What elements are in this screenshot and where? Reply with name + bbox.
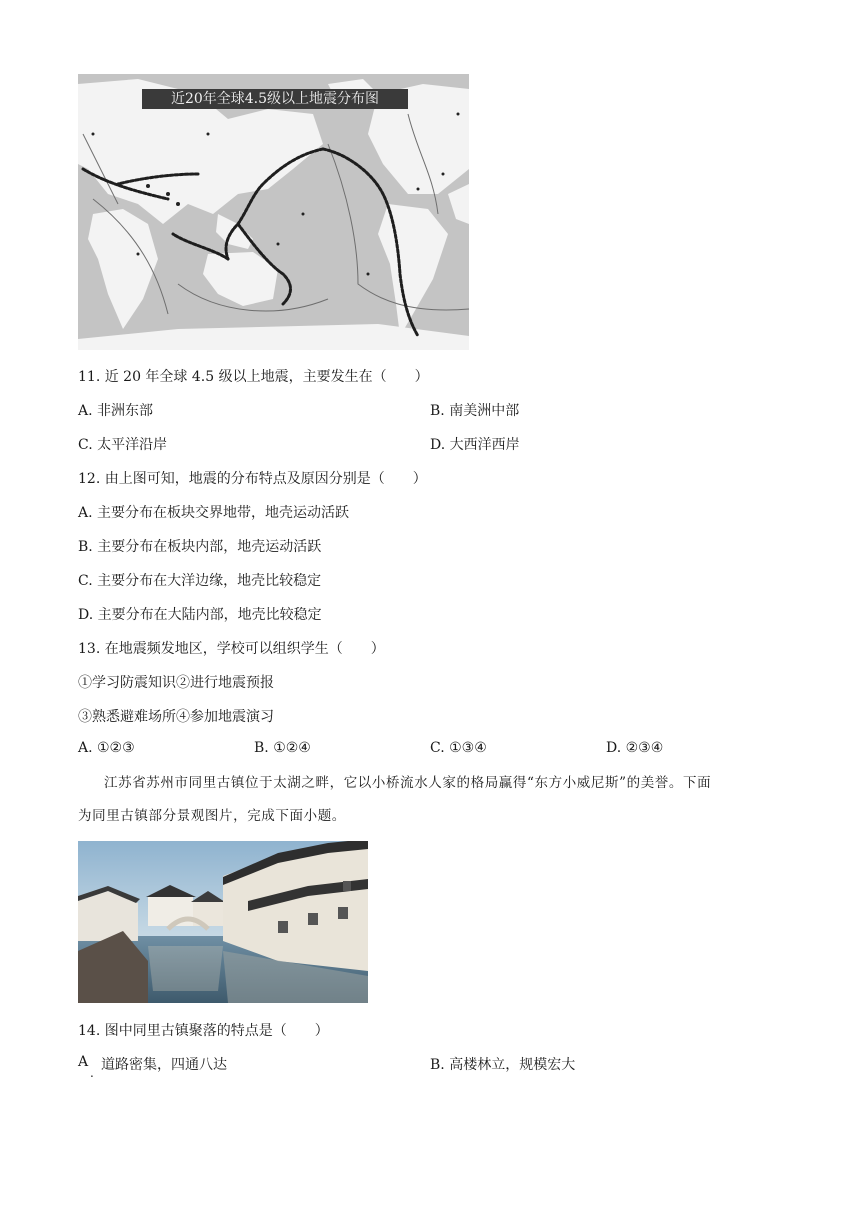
q12-option-d[interactable]: D. 主要分布在大陆内部，地壳比较稳定 [78, 607, 322, 623]
q14-option-a-text[interactable]: 道路密集，四通八达 [101, 1057, 227, 1073]
q11-option-b[interactable]: B. 南美洲中部 [430, 403, 520, 419]
map-title: 近20年全球4.5级以上地震分布图 [142, 89, 408, 109]
q14-option-b[interactable]: B. 高楼林立，规模宏大 [430, 1057, 576, 1073]
earthquake-distribution-map [78, 74, 469, 350]
q13-option-a[interactable]: A. ①②③ [78, 740, 135, 756]
q13-items-line1: ①学习防震知识②进行地震预报 [78, 675, 274, 691]
q11-stem: 11. 近 20 年全球 4.5 级以上地震，主要发生在（ ） [78, 369, 429, 385]
q12-stem: 12. 由上图可知，地震的分布特点及原因分别是（ ） [78, 471, 427, 487]
q13-items-line2: ③熟悉避难场所④参加地震演习 [78, 709, 274, 725]
q12-option-b[interactable]: B. 主要分布在板块内部，地壳运动活跃 [78, 539, 322, 555]
q13-option-b[interactable]: B. ①②④ [254, 740, 311, 756]
q12-option-a[interactable]: A. 主要分布在板块交界地带，地壳运动活跃 [78, 505, 350, 521]
q14-option-a-letter[interactable]: A [78, 1054, 89, 1070]
passage-line2: 为同里古镇部分景观图片，完成下面小题。 [78, 808, 346, 824]
passage-line1: 江苏省苏州市同里古镇位于太湖之畔，它以小桥流水人家的格局赢得“东方小威尼斯”的美誉。下面 [104, 775, 712, 791]
q11-option-a[interactable]: A. 非洲东部 [78, 403, 154, 419]
q14-stem: 14. 图中同里古镇聚落的特点是（ ） [78, 1023, 329, 1039]
q11-option-d[interactable]: D. 大西洋西岸 [430, 437, 520, 453]
q11-option-c[interactable]: C. 太平洋沿岸 [78, 437, 168, 453]
q14-option-a-dot: . [90, 1066, 94, 1080]
q13-option-c[interactable]: C. ①③④ [430, 740, 487, 756]
tongli-town-photo [78, 841, 368, 1003]
q13-stem: 13. 在地震频发地区，学校可以组织学生（ ） [78, 641, 385, 657]
q12-option-c[interactable]: C. 主要分布在大洋边缘，地壳比较稳定 [78, 573, 322, 589]
q13-option-d[interactable]: D. ②③④ [606, 740, 664, 756]
